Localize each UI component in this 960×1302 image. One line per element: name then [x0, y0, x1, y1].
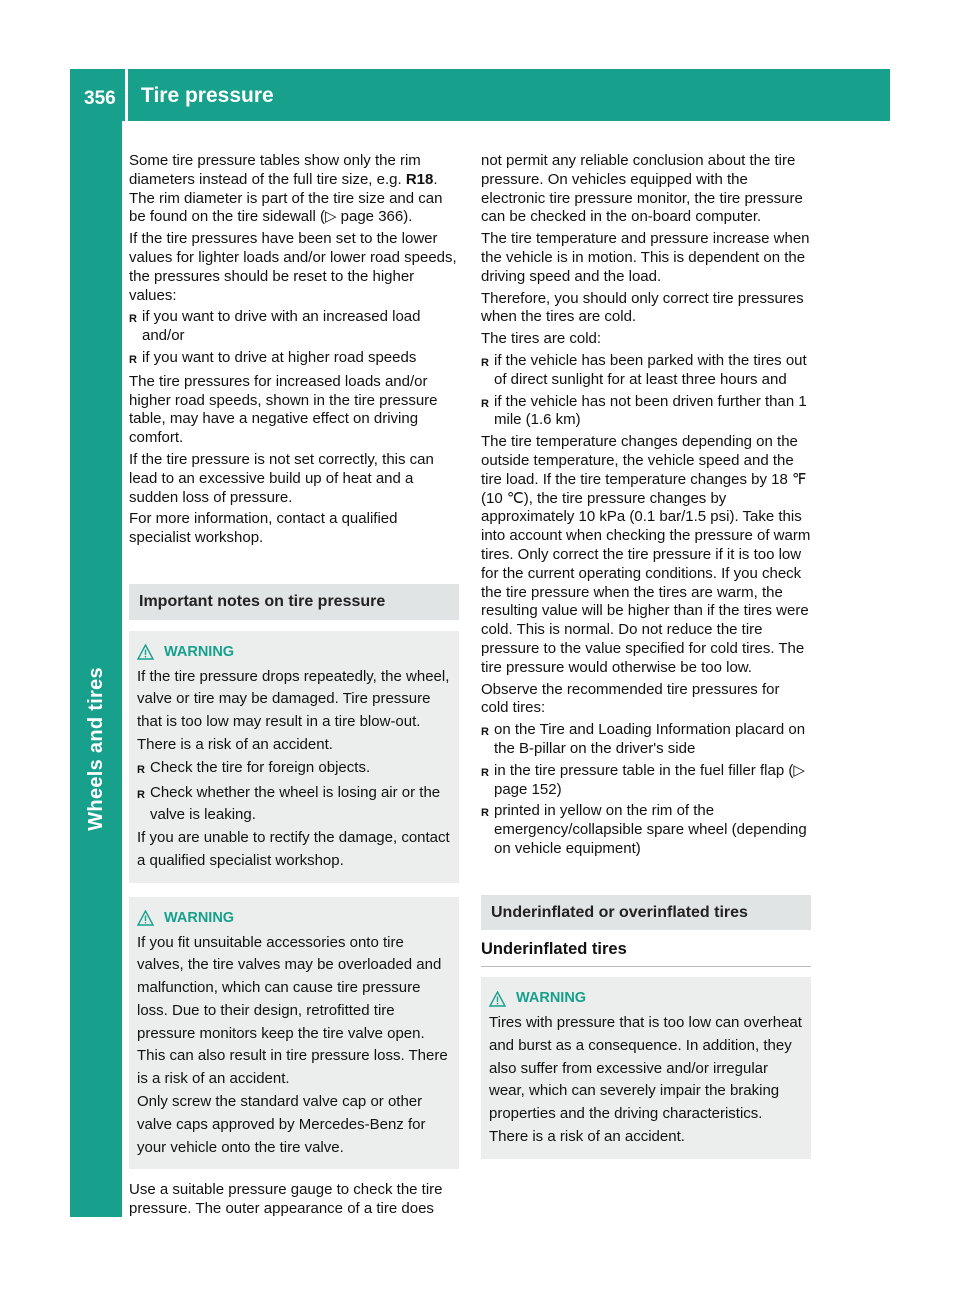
section-heading: Important notes on tire pressure [129, 584, 459, 620]
warning-icon [489, 991, 506, 1007]
header-divider [125, 69, 128, 121]
page-ref-link[interactable]: page 366 [340, 208, 404, 226]
warning-text: If the tire pressure drops repeatedly, the wheel, valve or tire may be damaged. Tire pressure that is too low may result in a tire blow-out. There is a risk of an accident. [137, 667, 450, 753]
paragraph: not permit any reliable conclusion about the tire pressure. On vehicles equipped with the electronic tire pressure monitor, the tire pressure can be checked in the on-board computer. [481, 152, 803, 226]
warning-text: If you fit unsuitable accessories onto tire valves, the tire valves may be overloaded and malfunction, which can cause tire pressure loss. Due to their design, retrofitted tire pressure monitors keep the tire valve open. This can also result in tire pressure loss. There is a risk of an accident. [137, 933, 448, 1088]
warning-icon [137, 644, 154, 660]
page-ref-icon: ▷ [793, 761, 805, 779]
warning-header: WARNING [137, 641, 451, 664]
paragraph: Therefore, you should only correct tire pressures when the tires are cold. [481, 289, 804, 326]
right-column [481, 152, 811, 1159]
list-item: R if you want to drive at higher road speeds [129, 349, 459, 370]
list-item: R in the tire pressure table in the fuel filler flap (▷ page 152) [481, 761, 805, 798]
paragraph: For more information, contact a qualified specialist workshop. [129, 510, 398, 547]
page-number: 356 [84, 88, 116, 109]
warning-text: Tires with pressure that is too low can overheat and burst as a consequence. In addition, they also suffer from excessive and/or irregular wear, which can severely impair the braking properties and the driving characteristics. There is a risk of an accident. [489, 1014, 802, 1146]
paragraph: The tire temperature and pressure increase when the vehicle is in motion. This is dependent on the driving speed and the load. [481, 230, 810, 285]
paragraph: If the tire pressure is not set correctly, this can lead to an excessive build up of heat and a sudden loss of pressure. [129, 450, 434, 506]
bullet-icon: R [137, 788, 145, 801]
page-ref-link[interactable]: page 152 [494, 780, 557, 798]
list-item: R Check whether the wheel is losing air or the valve is leaking. [137, 782, 451, 828]
list-item: R if you want to drive with an increased load and/or [129, 308, 421, 345]
paragraph: The tires are cold: [481, 330, 602, 348]
warning-text: Only screw the standard valve cap or other valve caps approved by Mercedes-Benz for your vehicle onto the tire valve. [137, 1093, 426, 1156]
list-item: R Check the tire for foreign objects. [137, 757, 451, 782]
bullet-icon: R [481, 397, 489, 410]
list-item: R if the vehicle has been parked with the tires out of direct sunlight for at least three hours and [481, 351, 807, 388]
paragraph: Observe the recommended tire pressures for cold tires: [481, 680, 780, 717]
bullet-icon: R [481, 807, 489, 820]
left-column [129, 152, 459, 1222]
subsection-heading: Underinflated tires [481, 930, 811, 967]
list-item: R printed in yellow on the rim of the emergency/collapsible spare wheel (depending on vehicle equipment) [481, 802, 807, 857]
paragraph: Use a suitable pressure gauge to check the tire pressure. The outer appearance of a tire does [129, 1181, 443, 1218]
bullet-icon: R [481, 726, 489, 739]
warning-box [129, 897, 459, 1170]
bullet-icon: R [481, 766, 489, 779]
bullet-icon: R [129, 353, 137, 366]
section-heading: Underinflated or overinflated tires [481, 895, 811, 931]
side-tab-label-wrap [70, 121, 122, 831]
page-ref-icon: ▷ [324, 208, 341, 226]
warning-header: WARNING [489, 987, 803, 1010]
warning-text: If you are unable to rectify the damage, contact a qualified specialist workshop. [137, 829, 450, 869]
bullet-icon: R [129, 313, 137, 326]
page-title: Tire pressure [141, 84, 274, 107]
list-item: R on the Tire and Loading Information placard on the B-pillar on the driver's side [481, 721, 806, 757]
bullet-icon: R [137, 763, 145, 776]
paragraph: The tire pressures for increased loads and/or higher road speeds, shown in the tire pressure table, may have a negative effect on driving comfort. [129, 372, 438, 447]
warning-box [481, 977, 811, 1159]
side-tab-label: Wheels and tires [84, 667, 107, 831]
list-item: R if the vehicle has not been driven further than 1 mile (1.6 km) [481, 392, 807, 429]
warning-icon [137, 910, 154, 926]
bullet-icon: R [481, 356, 489, 369]
paragraph: Some tire pressure tables show only the rim diameters instead of the full tire size, e.g. R18. The rim diameter is part of the tire size and can be found on the tire sidewall (▷ page 366). [129, 152, 443, 226]
paragraph: The tire temperature changes depending on the outside temperature, the vehicle speed and the tire load. If the tire temperature changes by 18 ℉ (10 ℃), the tire pressure changes by approximately 10 kPa (0.1 bar/1.5 psi). Take this into account when checking the pressure of warm tires. Only correct the tire pressure if it is too low for the current operating conditions. If you check the tire pressure when the tires are warm, the resulting value will be higher than if the tires were cold. This is normal. Do not reduce the tire pressure to the value specified for cold tires. The tire pressure would otherwise be too low. [481, 433, 811, 676]
warning-header: WARNING [137, 907, 451, 930]
warning-box [129, 631, 459, 883]
paragraph: If the tire pressures have been set to the lower values for lighter loads and/or lower road speeds, the pressures should be reset to the higher values: [129, 230, 457, 304]
